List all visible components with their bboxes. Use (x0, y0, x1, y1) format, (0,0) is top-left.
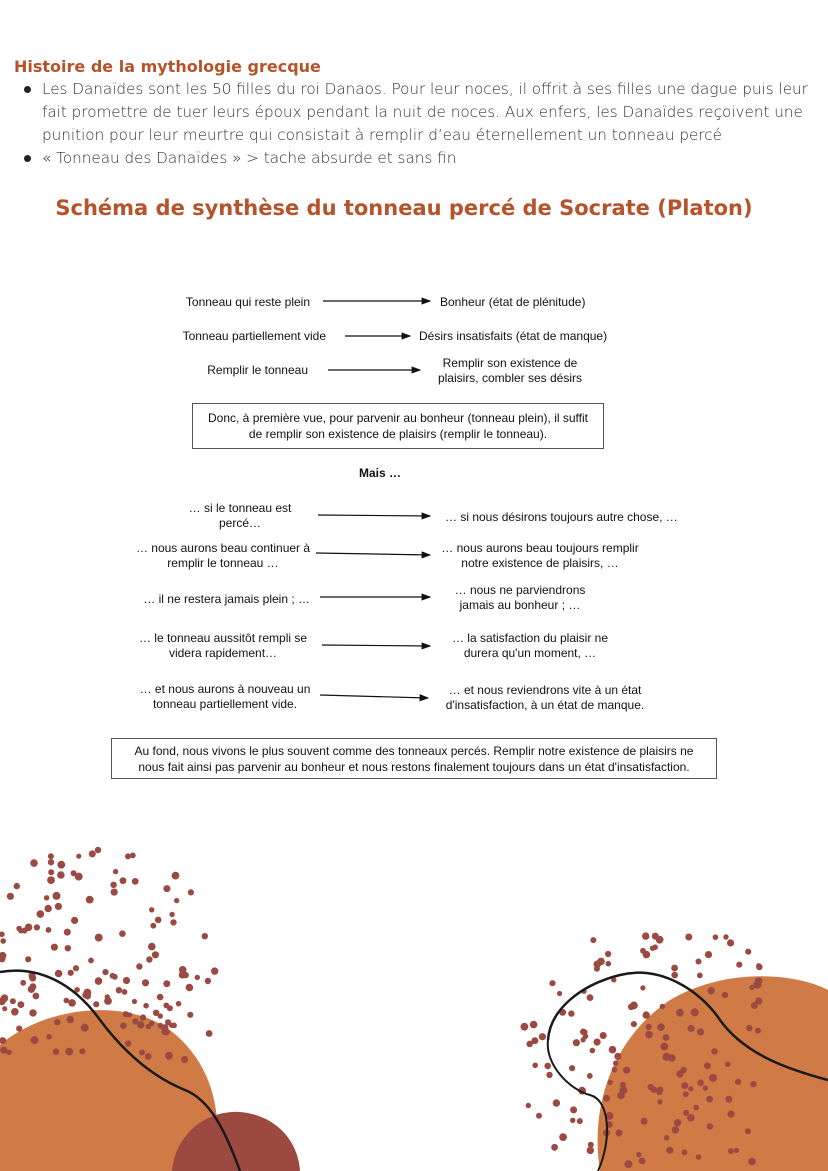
decor-dot (748, 1158, 756, 1166)
decor-dot (140, 1014, 146, 1020)
decor-dot (132, 999, 137, 1004)
decor-dot (89, 850, 96, 857)
decor-dot (640, 985, 645, 990)
decor-dot (64, 929, 71, 936)
decor-dot (676, 1009, 684, 1017)
decor-dot (696, 959, 702, 965)
decor-dot (559, 1133, 567, 1141)
decor-dot (146, 956, 152, 962)
decor-dot (735, 1079, 741, 1085)
right-decoration (521, 932, 828, 1171)
decor-dot (6, 1050, 12, 1056)
decor-dot (708, 987, 715, 994)
decor-dot (639, 1158, 646, 1165)
diagram-right-7: … la satisfaction du plaisir ne durera qu'un moment, … (451, 631, 609, 660)
decor-dot (594, 1039, 601, 1046)
decor-dot (704, 1062, 711, 1069)
decor-dot (95, 847, 101, 853)
decor-dot (10, 998, 16, 1004)
decor-dot (587, 1073, 593, 1079)
decor-dot (79, 1048, 85, 1054)
decor-dot (125, 1041, 131, 1047)
decor-dot (142, 979, 149, 986)
decor-dot (642, 932, 649, 939)
decor-dot (65, 945, 71, 951)
decor-dot (46, 927, 52, 933)
decor-dot (186, 984, 194, 992)
decor-dot (612, 1067, 618, 1073)
decor-dot (55, 903, 62, 910)
decor-dot (745, 949, 751, 955)
decor-dot (657, 1099, 662, 1104)
decor-dot (539, 1033, 546, 1040)
decor-dot (202, 933, 208, 939)
decor-dot (707, 1123, 713, 1129)
diagram-right-4: … si nous désirons toujours autre chose, … (445, 510, 678, 524)
decor-dot (123, 977, 130, 984)
decor-dot (48, 853, 54, 859)
decor-dot (30, 859, 38, 867)
decor-dot (616, 1129, 623, 1136)
decor-dot (67, 1016, 74, 1023)
decor-dot (68, 999, 76, 1007)
decor-dot (48, 859, 54, 865)
decor-dot (663, 1034, 670, 1041)
decor-dot (7, 893, 14, 900)
decor-dot (660, 1004, 665, 1009)
decor-dot (31, 1036, 39, 1044)
decor-dot (663, 1053, 671, 1061)
decor-dot (54, 1019, 60, 1025)
conclusion-box-2: Au fond, nous vivons le plus souvent comme des tonneaux percés. Remplir notre existence de plaisirs ne nous fait ainsi pas parvenir au bonheur et nous restons finalement toujours dans un état d'insatisfaction. (111, 738, 717, 779)
decor-dot (57, 861, 65, 869)
decor-dot (143, 1003, 149, 1009)
decor-dot (600, 1032, 607, 1039)
decor-dot (536, 1113, 542, 1119)
decor-dot (671, 965, 678, 972)
diagram-right-2b: Désirs insatisfaits (état de manque) (419, 329, 608, 343)
decor-dot (551, 1144, 558, 1151)
decor-dot (155, 917, 162, 924)
decor-dot (93, 1001, 99, 1007)
decor-dot (683, 1110, 689, 1116)
decor-dot (546, 1072, 552, 1078)
decor-dot (55, 970, 63, 978)
decor-dot (88, 958, 94, 964)
decor-dot (645, 1031, 653, 1039)
decor-dot (28, 986, 35, 993)
diagram-right-8: … et nous reviendrons vite à un état d'insatisfaction, à un état de manque. (445, 683, 645, 712)
decor-dot (139, 1049, 145, 1055)
decor-dot (557, 991, 562, 996)
decor-dot (657, 1023, 665, 1031)
decor-dot (33, 993, 40, 1000)
decor-dot (613, 1061, 618, 1066)
decor-dot (683, 1091, 689, 1097)
decor-dot (172, 872, 180, 880)
decor-dot (570, 1106, 577, 1113)
decor-dot (530, 1021, 538, 1029)
diagram-left-2: Tonneau partiellement vide (182, 329, 326, 343)
decor-dot (521, 1023, 529, 1031)
decor-dot (697, 973, 703, 979)
decor-dot (573, 1039, 580, 1046)
decor-dot (697, 1080, 704, 1087)
decor-dot (122, 989, 128, 995)
decor-dot (650, 1086, 657, 1093)
decor-dot (728, 1111, 735, 1118)
decor-dot (682, 1149, 688, 1155)
decor-dot (18, 1001, 25, 1008)
decor-dot (580, 1029, 587, 1036)
decor-dot (11, 1008, 19, 1016)
left-decoration (0, 847, 300, 1171)
decor-dot (47, 876, 55, 884)
decor-dot (132, 878, 139, 885)
decor-dot (685, 934, 692, 941)
decor-dot (206, 1030, 213, 1037)
decor-dot (149, 907, 154, 912)
decor-dot (65, 1048, 73, 1056)
decor-dot (640, 948, 646, 954)
decor-dot (44, 895, 49, 900)
decor-dot (145, 1053, 152, 1060)
decor-dot (587, 1147, 594, 1154)
decor-dot (110, 882, 116, 888)
decor-dot (532, 1063, 538, 1069)
decor-dot (0, 938, 6, 944)
decor-dot (630, 1002, 638, 1010)
decor-dot (211, 967, 218, 974)
decor-dot (116, 987, 122, 993)
decor-dot (691, 1008, 699, 1016)
diagram-right-6: … nous ne parviendrons jamais au bonheur ; … (454, 583, 586, 612)
diagram-right-1: Bonheur (état de plénitude) (440, 295, 586, 309)
decor-dot (728, 1148, 734, 1154)
decor-dot (745, 1128, 751, 1134)
but-label: Mais … (358, 466, 401, 480)
decor-dot (51, 944, 58, 951)
decor-dot (590, 937, 596, 943)
diagram-left-3: Remplir le tonneau (207, 363, 308, 377)
decor-dot (29, 1009, 36, 1016)
decor-dot (176, 1001, 182, 1007)
decor-dot (577, 1118, 583, 1124)
decor-dot (111, 889, 118, 896)
decor-dot (137, 1021, 144, 1028)
decor-dot (734, 1148, 739, 1153)
decor-dot (623, 1067, 630, 1074)
decor-dot (158, 1013, 163, 1018)
decor-dot (170, 919, 176, 925)
decor-dot (167, 1005, 173, 1011)
decor-dot (2, 1006, 7, 1011)
diagram-left-5: … nous aurons beau continuer à remplir le tonneau … (135, 541, 311, 570)
decor-dot (149, 1021, 154, 1026)
decor-dot (568, 1010, 574, 1016)
decor-dot (614, 1053, 621, 1060)
decor-dot (722, 992, 728, 998)
decor-dot (163, 885, 170, 892)
decor-dot (53, 1048, 60, 1055)
decor-dot (81, 1024, 89, 1032)
decor-dot (152, 951, 159, 958)
diagram-left-8: … et nous aurons à nouveau un tonneau partiellement vide. (139, 682, 311, 711)
decor-dot (671, 972, 678, 979)
diagram-right-3: Remplir son existence de plaisirs, combler ses désirs (437, 356, 583, 385)
decor-dot (48, 869, 54, 875)
decor-dot (664, 1135, 670, 1141)
decor-dot (29, 975, 36, 982)
decor-dot (71, 917, 78, 924)
conclusion-box-1: Donc, à première vue, pour parvenir au bonheur (tonneau plein), il suffit de remplir son existence de plaisirs (remplir le tonneau). (192, 403, 604, 449)
decor-dot (620, 1086, 628, 1094)
decor-dot (631, 1021, 637, 1027)
decor-dot (736, 962, 742, 968)
decor-dot (711, 1048, 717, 1054)
decor-dot (672, 1126, 679, 1133)
decor-dot (725, 1096, 732, 1103)
decor-dot (86, 896, 94, 904)
decor-dot (706, 1096, 713, 1103)
decor-dot (746, 1025, 752, 1031)
decor-dot (73, 965, 79, 971)
decor-dot (624, 1160, 632, 1168)
decor-dot (666, 1147, 673, 1154)
decor-dot (652, 944, 658, 950)
decor-dot (16, 926, 22, 932)
decor-dot (120, 1022, 127, 1029)
decor-dot (123, 1011, 129, 1017)
decor-dot (37, 910, 45, 918)
decor-dot (0, 932, 5, 938)
decor-dot (636, 1152, 641, 1157)
decor-dot (120, 877, 127, 884)
decor-dot (179, 971, 186, 978)
decor-dot (681, 1082, 688, 1089)
decor-dot (45, 905, 52, 912)
decor-dot (130, 853, 136, 859)
decor-dot (20, 980, 26, 986)
decor-dot (188, 889, 194, 895)
decor-dot (688, 1025, 695, 1032)
decor-dot (750, 1081, 756, 1087)
decor-dot (696, 1154, 702, 1160)
decor-dot (57, 871, 65, 879)
decor-dot (713, 934, 719, 940)
decor-dot (95, 977, 103, 985)
decor-dot (755, 977, 762, 984)
decor-dot (703, 1085, 708, 1090)
decor-dot (597, 958, 605, 966)
decor-dot (603, 1095, 610, 1102)
decor-dot (606, 961, 612, 967)
decor-dot (725, 1062, 730, 1067)
decor-dot (693, 1105, 699, 1111)
decor-dot (112, 974, 118, 980)
history-heading: Histoire de la mythologie grecque (14, 57, 321, 76)
decor-dot (709, 1074, 717, 1082)
decor-dot (657, 1087, 664, 1094)
decor-dot (157, 994, 164, 1001)
diagram-left-1: Tonneau qui reste plein (185, 295, 310, 309)
bullet-tonneau: « Tonneau des Danaïdes » > tache absurde et sans fin (20, 147, 810, 170)
decor-dot (652, 933, 659, 940)
decor-dot (756, 963, 761, 968)
decor-dot (590, 1048, 596, 1054)
decor-dot (688, 1086, 693, 1091)
decor-dot (641, 1118, 648, 1125)
decor-dot (581, 1037, 586, 1042)
decor-dot (755, 1028, 761, 1034)
decor-dot (46, 1034, 51, 1039)
decor-dot (205, 978, 211, 984)
decor-dot (570, 1118, 575, 1123)
decor-dot (526, 1103, 531, 1108)
decor-dot (82, 992, 89, 999)
decor-dot (608, 1080, 613, 1085)
decor-dot (646, 1024, 652, 1030)
decor-dot (609, 1046, 617, 1054)
decor-dot (549, 980, 555, 986)
diagram-left-6: … il ne restera jamais plein ; … (143, 592, 310, 606)
decor-dot (181, 1056, 188, 1063)
decor-dot (674, 1119, 681, 1126)
diagram-right-5: … nous aurons beau toujours remplir notre existence de plaisirs, … (441, 541, 639, 570)
decor-dot (163, 980, 170, 987)
decor-dot (727, 939, 734, 946)
decor-dot (113, 869, 118, 874)
decor-dot (165, 1052, 173, 1060)
decor-dot (76, 854, 81, 859)
decor-dot (643, 1011, 650, 1018)
diagram-left-4: … si le tonneau est percé… (188, 501, 292, 530)
decor-dot (1, 994, 9, 1002)
decor-dot (102, 969, 108, 975)
decor-dot (755, 997, 762, 1004)
decor-dot (25, 956, 31, 962)
decor-dot (723, 934, 728, 939)
decor-dot (150, 923, 156, 929)
decor-dot (553, 1099, 560, 1106)
decor-dot (119, 930, 126, 937)
decor-dot (34, 924, 40, 930)
decor-dot (195, 975, 200, 980)
decor-dot (187, 1012, 193, 1018)
decor-dot (705, 951, 712, 958)
decor-dot (53, 892, 61, 900)
decor-dot (676, 1070, 683, 1077)
decor-dot (105, 994, 110, 999)
decor-dot (136, 963, 142, 969)
decor-dot (569, 1065, 575, 1071)
decor-dot (25, 924, 33, 932)
decor-dot (587, 994, 594, 1001)
decor-dot (544, 1063, 551, 1070)
decor-dot (697, 1028, 704, 1035)
decor-dot (64, 998, 70, 1004)
decor-dot (14, 883, 20, 889)
diagram-left-7: … le tonneau aussitôt rempli se videra rapidement… (138, 631, 308, 660)
decor-dot (531, 1037, 538, 1044)
decor-dot (95, 934, 103, 942)
decor-dot (148, 943, 156, 951)
bullet-danaides: Les Danaïdes sont les 50 filles du roi Danaos. Pour leur noces, il offrit à ses filles une dague puis leur fait promettre de tuer leurs époux pendant la nuit de noces. Aux enfers, les Danaïdes reçoivent une punition pour leur meurtre qui consistait à remplir d’eau éternellement un tonneau percé (20, 78, 810, 147)
decor-dot (687, 1114, 695, 1122)
decor-dot (174, 898, 179, 903)
decor-dot (169, 912, 174, 917)
decor-dot (169, 1023, 174, 1028)
decor-dot (605, 951, 611, 957)
diagram-title: Schéma de synthèse du tonneau percé de Socrate (Platon) (55, 196, 753, 220)
decor-dot (75, 873, 83, 881)
decor-dot (16, 1026, 22, 1032)
decor-dot (660, 1043, 668, 1051)
decor-dot (68, 970, 74, 976)
